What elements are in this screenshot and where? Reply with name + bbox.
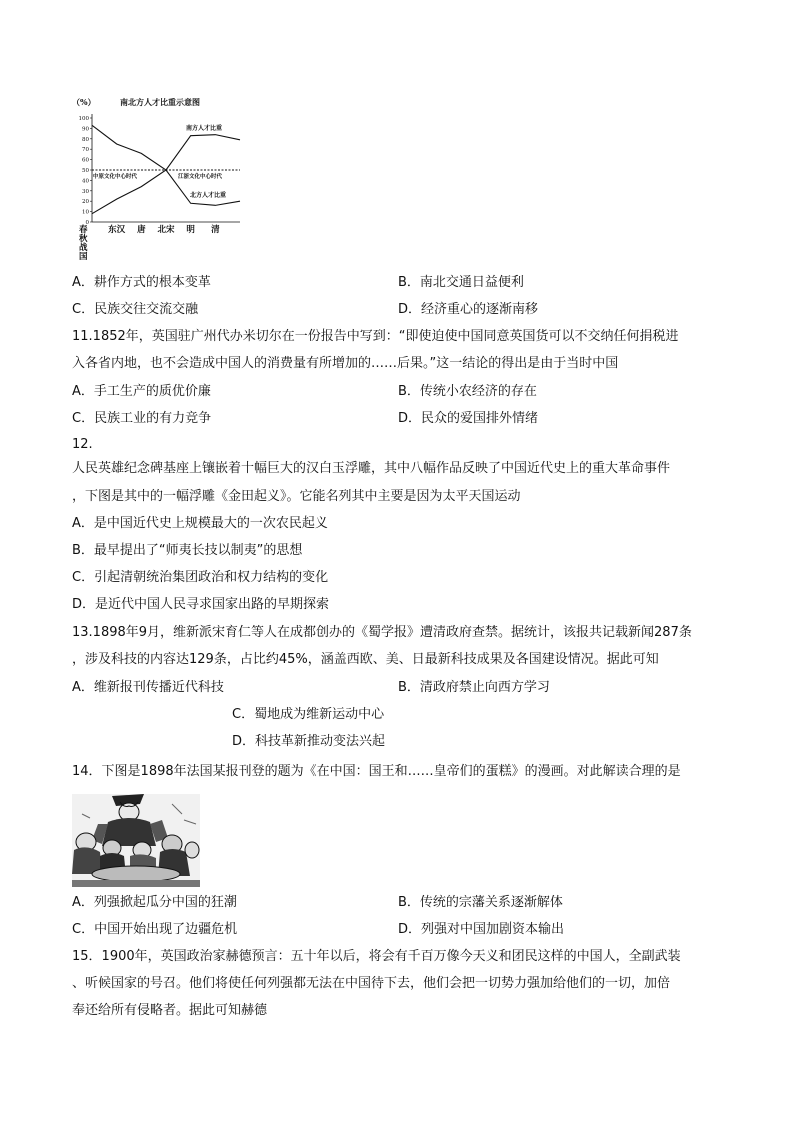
q11-option-c[interactable]: C．民族工业的有力竞争	[72, 411, 212, 426]
q13-option-c[interactable]: C．蜀地成为维新运动中心	[232, 707, 385, 722]
chart-y-unit: （%）	[72, 97, 96, 107]
chart-y-tick-label: 40	[82, 178, 89, 185]
q14-option-b[interactable]: B．传统的宗藩关系逐渐解体	[398, 895, 563, 910]
chart-x-category-label: 春	[79, 225, 88, 235]
chart-series-label-south: 南方人才比重	[186, 125, 223, 132]
chart-x-category-label: 明	[186, 225, 195, 235]
q10-option-b[interactable]: B．南北交通日益便利	[398, 275, 524, 290]
q12-option-b[interactable]: B．最早提出了“师夷长技以制夷”的思想	[72, 543, 303, 558]
q14-option-a[interactable]: A．列强掀起瓜分中国的狂潮	[72, 895, 237, 910]
q11-stem-line2: 入各省内地，也不会造成中国人的消费量有所增加的……后果。”这一结论的得出是由于当时中国	[72, 356, 619, 371]
q14-option-d[interactable]: D．列强对中国加剧资本输出	[398, 922, 565, 937]
q15-stem-line2: 、听候国家的号召。他们将使任何列强都无法在中国待下去，他们会把一切势力强加给他们的一切，加倍	[72, 976, 671, 991]
q10-option-c[interactable]: C．民族交往交流交融	[72, 302, 199, 317]
q11-stem-line1: 11.1852年，英国驻广州代办米切尔在一份报告中写到：“即使迫使中国同意英国货可以不交纳任何捐税进	[72, 329, 679, 344]
chart-title: 南北方人才比重示意图	[120, 97, 200, 107]
q13-option-a[interactable]: A．维新报刊传播近代科技	[72, 680, 224, 695]
chart-y-tick-label: 20	[82, 199, 89, 206]
q12-stem-line1: 人民英雄纪念碑基座上镶嵌着十幅巨大的汉白玉浮雕，其中八幅作品反映了中国近代史上的重大革命事件	[72, 461, 671, 476]
chart-x-category-label: 秋	[79, 234, 88, 244]
q12-option-c[interactable]: C．引起清朝统治集团政治和权力结构的变化	[72, 570, 329, 585]
talent-ratio-chart	[72, 96, 247, 268]
chart-x-category-label: 国	[79, 252, 88, 262]
chart-y-tick-label: 70	[82, 147, 89, 154]
cake-cartoon-image	[72, 794, 200, 887]
chart-y-tick-label: 50	[82, 168, 89, 174]
chart-series-label-north: 北方人才比重	[190, 192, 227, 199]
q10-option-a[interactable]: A．耕作方式的根本变革	[72, 275, 211, 290]
chart-x-category-label: 战	[79, 243, 88, 253]
q13-option-b[interactable]: B．清政府禁止向西方学习	[398, 680, 550, 695]
chart-y-tick-label: 0	[85, 220, 89, 226]
q11-option-a[interactable]: A．手工生产的质优价廉	[72, 384, 211, 399]
q11-option-d[interactable]: D．民众的爱国排外情绪	[398, 411, 539, 426]
chart-y-tick-label: 60	[82, 157, 89, 164]
q13-stem-line2: ，涉及科技的内容达129条，占比约45%，涵盖西欧、美、日最新科技成果及各国建设情况。据此可知	[72, 652, 659, 667]
q12-stem-line2: ，下图是其中的一幅浮雕《金田起义》。它能名列其中主要是因为太平天国运动	[72, 489, 521, 504]
q14-stem-line1: 14．下图是1898年法国某报刊登的题为《在中国：国王和……皇帝们的蛋糕》的漫画。对此解读合理的是	[72, 764, 681, 779]
chart-y-tick-label: 100	[78, 116, 89, 122]
q13-stem-line1: 13.1898年9月，维新派宋育仁等人在成都创办的《蜀学报》遭清政府查禁。据统计，该报共记载新闻287条	[72, 625, 692, 640]
q12-option-a[interactable]: A．是中国近代史上规模最大的一次农民起义	[72, 516, 328, 531]
q14-option-c[interactable]: C．中国开始出现了边疆危机	[72, 922, 238, 937]
q15-stem-line1: 15．1900年，英国政治家赫德预言：五十年以后，将会有千百万像今天义和团民这样的中国人，全副武装	[72, 949, 681, 964]
chart-annotation-central-plains: 中原文化中心时代	[93, 174, 138, 180]
chart-y-tick-label: 30	[82, 188, 89, 195]
q15-stem-line3: 奉还给所有侵略者。据此可知赫德	[72, 1003, 268, 1018]
chart-x-category-label: 北宋	[157, 225, 175, 235]
q13-option-d[interactable]: D．科技革新推动变法兴起	[232, 734, 386, 749]
chart-x-category-label: 东汉	[108, 225, 126, 235]
q12-option-d[interactable]: D．是近代中国人民寻求国家出路的早期探索	[72, 597, 330, 612]
chart-y-tick-label: 10	[82, 209, 89, 216]
chart-annotation-jiangzhe: 江浙文化中心时代	[178, 174, 223, 180]
chart-y-tick-label: 90	[82, 126, 89, 133]
q10-option-d[interactable]: D．经济重心的逐渐南移	[398, 302, 539, 317]
chart-x-category-label: 唐	[137, 225, 146, 235]
q12-number: 12.	[72, 437, 93, 452]
q11-option-b[interactable]: B．传统小农经济的存在	[398, 384, 537, 399]
chart-x-category-label: 清	[211, 225, 220, 235]
chart-y-tick-label: 80	[82, 136, 89, 143]
